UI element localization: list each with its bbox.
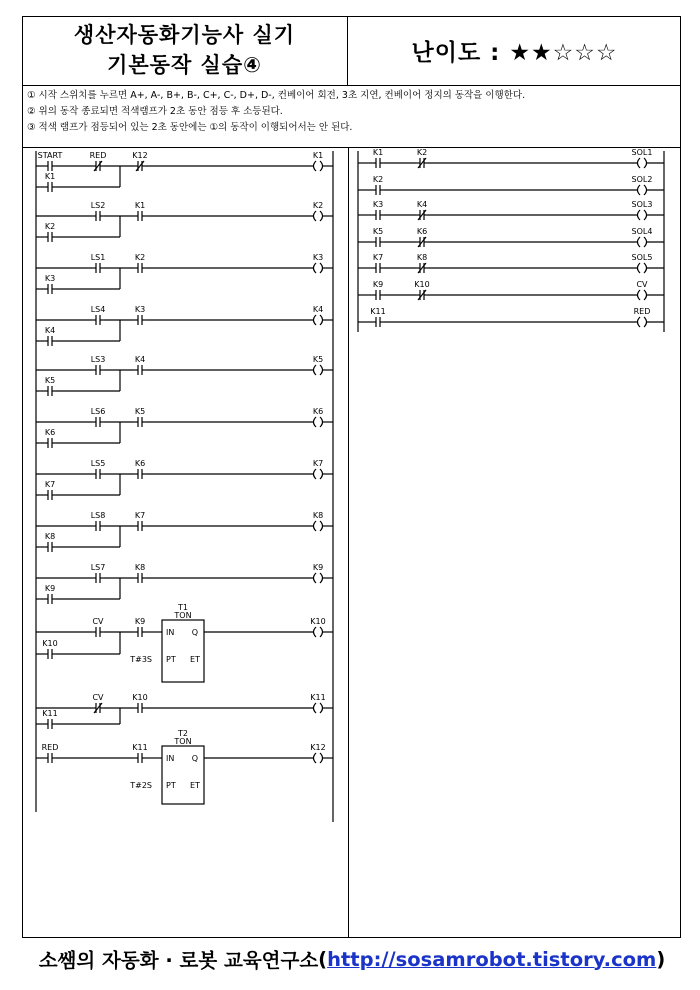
output-rung-3	[358, 200, 664, 220]
coil	[313, 151, 323, 171]
difficulty-rating: 난이도 : ★★☆☆☆	[411, 40, 618, 66]
contact	[132, 743, 147, 763]
contact-label: K3	[44, 274, 56, 283]
timer-type: TON	[174, 611, 192, 620]
contact-label: LS1	[90, 253, 106, 262]
rung-3	[36, 253, 333, 294]
timer-type: TON	[174, 737, 192, 746]
coil	[636, 280, 648, 300]
coil	[313, 407, 323, 427]
contact-label: K8	[134, 563, 146, 572]
coil	[634, 307, 651, 327]
contact-label: K6	[44, 428, 56, 437]
coil-label: K12	[310, 743, 326, 752]
contact-label: LS6	[90, 407, 106, 416]
contact-label: RED	[41, 743, 59, 752]
coil	[632, 175, 653, 195]
contact	[91, 407, 106, 427]
hold-contact	[44, 428, 56, 448]
contact-label: K2	[44, 222, 56, 231]
contact-label: K10	[42, 639, 58, 648]
contact	[134, 201, 146, 221]
timer-preset: T#3S	[130, 655, 152, 664]
contact-label: K2	[416, 148, 428, 157]
contact-label: K10	[414, 280, 430, 289]
rung-1	[36, 151, 333, 192]
contact	[132, 151, 147, 171]
rung-8	[36, 511, 333, 552]
hold-contact	[44, 274, 56, 294]
coil	[310, 617, 325, 637]
hold-contact	[44, 222, 56, 242]
timer-in-label: IN	[166, 754, 175, 763]
contact	[91, 563, 106, 583]
rung-9	[36, 563, 333, 604]
contact	[90, 151, 107, 171]
hold-contact	[44, 326, 56, 346]
coil-label: SOL5	[631, 253, 653, 262]
coil	[632, 148, 653, 168]
contact-label: RED	[89, 151, 107, 160]
timer-q-label: Q	[191, 754, 198, 763]
coil	[313, 563, 323, 583]
coil-label: K2	[312, 201, 324, 210]
timer-pt-label: PT	[166, 655, 176, 664]
contact-label: K1	[44, 172, 56, 181]
coil-label: SOL2	[631, 175, 653, 184]
contact-label: K5	[372, 227, 384, 236]
timer-in-label: IN	[166, 628, 175, 637]
hold-contact	[44, 480, 56, 500]
contact-label: START	[37, 151, 63, 160]
contact-label: LS7	[90, 563, 106, 572]
coil-label: K1	[312, 151, 324, 160]
coil-label: CV	[636, 280, 648, 289]
contact-label: CV	[92, 693, 104, 702]
hold-contact	[42, 639, 57, 659]
rung-12	[36, 729, 333, 804]
contact-label: K9	[44, 584, 56, 593]
coil	[313, 201, 323, 221]
coil	[632, 200, 653, 220]
contact-label: LS8	[90, 511, 106, 520]
coil-label: K9	[312, 563, 324, 572]
coil	[313, 305, 323, 325]
contact-label: K10	[132, 693, 148, 702]
contact	[134, 407, 146, 427]
contact	[372, 280, 384, 300]
contact-label: K2	[372, 175, 384, 184]
footer-org: 소쌤의 자동화 · 로봇 교육연구소	[38, 949, 319, 972]
hold-contact	[44, 172, 56, 192]
contact	[134, 459, 146, 479]
hold-contact	[42, 709, 57, 729]
contact	[91, 511, 106, 531]
output-rung-2	[358, 175, 664, 195]
coil-label: SOL1	[631, 148, 653, 157]
output-rung-6	[358, 280, 664, 300]
contact-label: K9	[134, 617, 146, 626]
output-rung-4	[358, 227, 664, 247]
contact-label: LS4	[90, 305, 106, 314]
contact	[416, 148, 428, 168]
contact	[92, 617, 104, 637]
footer-paren-open: (	[318, 947, 328, 971]
contact	[372, 148, 384, 168]
contact-label: K7	[372, 253, 384, 262]
contact-label: K6	[134, 459, 146, 468]
contact-label: K1	[372, 148, 384, 157]
coil-label: K8	[312, 511, 324, 520]
coil-label: K10	[310, 617, 326, 626]
hold-contact	[44, 376, 56, 396]
instruction-3: ③ 적색 램프가 점등되어 있는 2초 동안에는 ①의 동작이 이행되어서는 안 된다.	[27, 122, 353, 133]
contact	[416, 200, 428, 220]
coil	[632, 227, 653, 247]
page-subtitle: 기본동작 실습④	[107, 53, 262, 77]
contact-label: K6	[416, 227, 428, 236]
contact-label: K11	[132, 743, 148, 752]
contact-label: LS3	[90, 355, 106, 364]
rung-11	[36, 693, 333, 729]
footer	[22, 940, 682, 978]
contact	[372, 175, 384, 195]
contact	[38, 151, 63, 171]
output-rung-1	[358, 148, 664, 168]
coil-label: K7	[312, 459, 324, 468]
contact-label: K4	[416, 200, 428, 209]
output-rung-7	[358, 307, 664, 327]
rung-10	[36, 603, 333, 682]
timer-pt-label: PT	[166, 781, 176, 790]
contact-label: K2	[134, 253, 146, 262]
coil-label: SOL4	[631, 227, 653, 236]
rung-2	[36, 201, 333, 242]
contact	[91, 253, 106, 273]
timer-et-label: ET	[190, 781, 200, 790]
contact-label: K7	[134, 511, 146, 520]
contact	[134, 511, 146, 531]
footer-link[interactable]: http://sosamrobot.tistory.com	[327, 947, 657, 971]
coil	[313, 253, 323, 273]
coil	[313, 511, 323, 531]
coil-label: K4	[312, 305, 324, 314]
contact-label: K1	[134, 201, 146, 210]
rung-6	[36, 407, 333, 448]
contact-label: LS2	[90, 201, 106, 210]
timer-q-label: Q	[191, 628, 198, 637]
timer-name: T2	[178, 729, 188, 738]
contact-label: K4	[44, 326, 56, 335]
contact-label: K3	[372, 200, 384, 209]
contact	[134, 253, 146, 273]
contact-label: K12	[132, 151, 148, 160]
coil-label: RED	[633, 307, 651, 316]
contact-label: K3	[134, 305, 146, 314]
timer-preset: T#2S	[130, 781, 152, 790]
contact	[132, 693, 147, 713]
contact	[42, 743, 59, 763]
page-title: 생산자동화기능사 실기	[73, 23, 296, 47]
coil	[313, 355, 323, 375]
contact-label: K4	[134, 355, 146, 364]
contact-label: LS5	[90, 459, 106, 468]
contact	[134, 305, 146, 325]
footer-paren-close: )	[656, 947, 666, 971]
contact-label: CV	[92, 617, 104, 626]
instruction-2: ② 위의 동작 종료되면 적색램프가 2초 동안 점등 후 소등된다.	[27, 106, 283, 117]
contact-label: K11	[42, 709, 58, 718]
contact-label: K5	[44, 376, 56, 385]
coil-label: SOL3	[631, 200, 653, 209]
contact-label: K11	[370, 307, 386, 316]
coil	[632, 253, 653, 273]
contact	[91, 459, 106, 479]
hold-contact	[44, 584, 56, 604]
contact-label: K8	[416, 253, 428, 262]
contact	[372, 253, 384, 273]
contact	[134, 355, 146, 375]
contact	[372, 200, 384, 220]
hold-contact	[44, 532, 56, 552]
rung-7	[36, 459, 333, 500]
contact	[414, 280, 429, 300]
contact	[416, 253, 428, 273]
coil	[310, 743, 325, 763]
timer-name: T1	[178, 603, 188, 612]
contact	[91, 355, 106, 375]
contact	[134, 563, 146, 583]
contact-label: K7	[44, 480, 56, 489]
contact	[416, 227, 428, 247]
rung-5	[36, 355, 333, 396]
timer-et-label: ET	[190, 655, 200, 664]
contact-label: K5	[134, 407, 146, 416]
rung-4	[36, 305, 333, 346]
coil-label: K11	[310, 693, 326, 702]
contact-label: K9	[372, 280, 384, 289]
contact	[370, 307, 385, 327]
instruction-1: ① 시작 스위치를 누르면 A+, A-, B+, B-, C+, C-, D+, D-, 컨베이어 회전, 3초 지연, 컨베이어 정지의 동작을 이행한다.	[27, 90, 526, 101]
coil	[313, 459, 323, 479]
coil-label: K5	[312, 355, 324, 364]
coil	[310, 693, 325, 713]
coil-label: K6	[312, 407, 324, 416]
output-rung-5	[358, 253, 664, 273]
coil-label: K3	[312, 253, 324, 262]
contact	[134, 617, 146, 637]
contact	[372, 227, 384, 247]
contact	[91, 305, 106, 325]
contact-label: K8	[44, 532, 56, 541]
contact	[92, 693, 104, 713]
contact	[91, 201, 106, 221]
